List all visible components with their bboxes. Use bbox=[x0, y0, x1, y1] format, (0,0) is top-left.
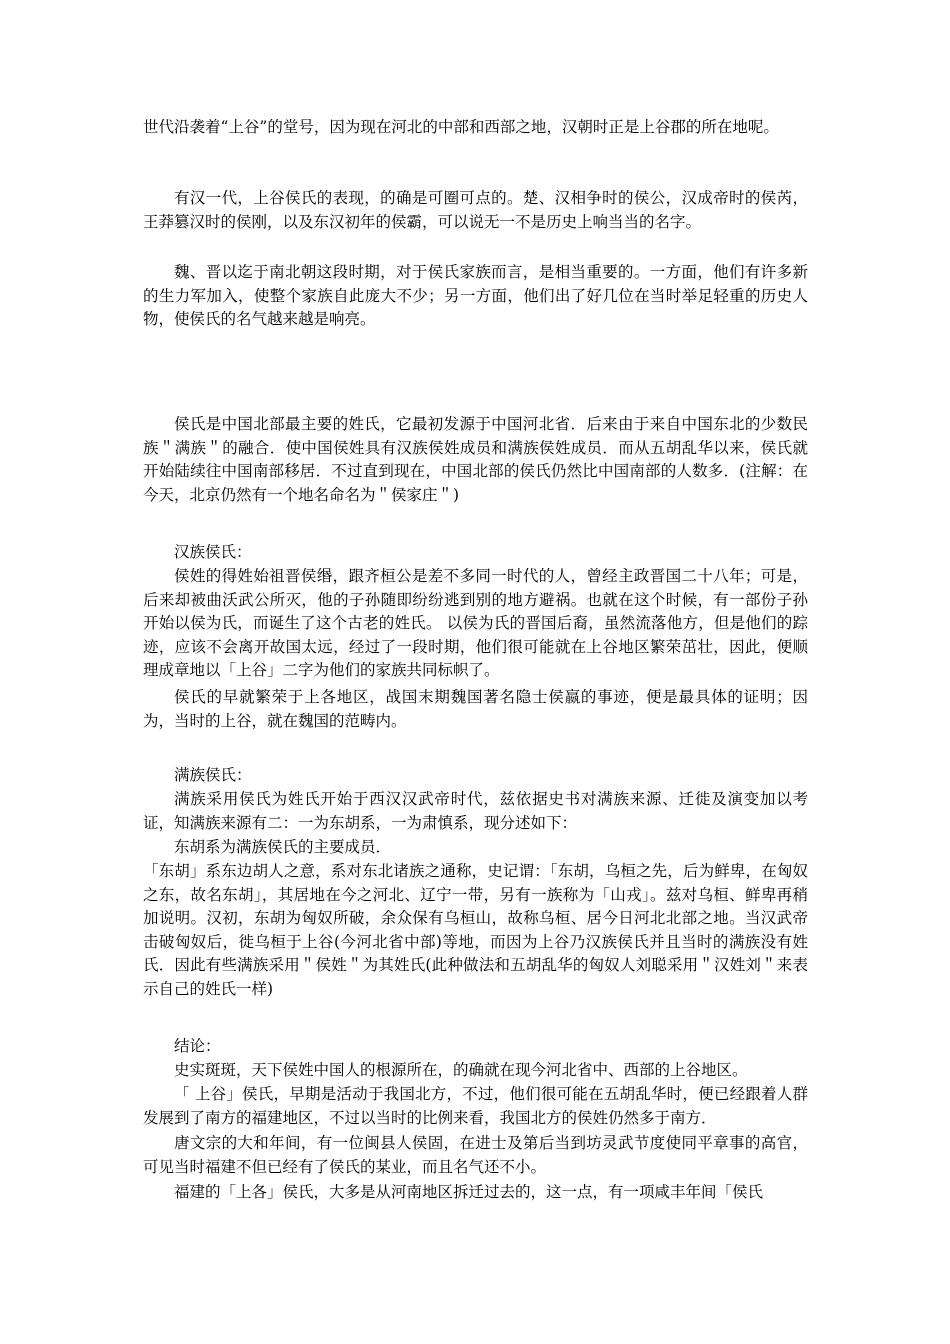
paragraph-shanggu-hall-name: 世代沿袭着“上谷”的堂号，因为现在河北的中部和西部之地，汉朝时正是上谷郡的所在地呢。 bbox=[143, 118, 779, 136]
heading-han-hou: 汉族侯氏： bbox=[174, 543, 252, 561]
paragraph-shanggu-south: 「 上谷」侯氏，早期是活动于我国北方，不过，他们很可能在五胡乱华时，便已经跟着人群发展到了南方的福建地区，不过以当时的比例来看，我国北方的侯姓仍然多于南方． bbox=[143, 1085, 808, 1127]
heading-conclusion: 结论： bbox=[174, 1037, 221, 1055]
paragraph-hou-ying: 侯氏的早就繁荣于上各地区，战国末期魏国著名隐士侯嬴的事迹，便是最具体的证明；因为，当时的上谷，就在魏国的范畴内。 bbox=[143, 688, 808, 730]
paragraph-wei-jin-period: 魏、晋以迄于南北朝这段时期，对于侯氏家族而言，是相当重要的。一方面，他们有许多新的生力军加入，使整个家族自此庞大不少；另一方面，他们出了好几位在当时举足轻重的历史人物，使侯氏的名气越来越是响亮。 bbox=[143, 263, 808, 328]
paragraph-donghu-members: 东胡系为满族侯氏的主要成员． bbox=[174, 838, 392, 856]
paragraph-han-dynasty: 有汉一代，上谷侯氏的表现，的确是可圈可点的。楚、汉相争时的侯公，汉成帝时的侯芮，王莽篡汉时的侯刚，以及东汉初年的侯霸，可以说无一不是历史上响当当的名字。 bbox=[143, 189, 808, 231]
paragraph-conclusion-roots: 史实斑斑，天下侯姓中国人的根源所在，的确就在现今河北省中、西部的上谷地区。 bbox=[174, 1061, 748, 1079]
heading-manchu-hou: 满族侯氏： bbox=[174, 766, 252, 784]
paragraph-manchu-origin: 满族采用侯氏为姓氏开始于西汉汉武帝时代，兹依据史书对满族来源、迁徙及演变加以考证，知满族来源有二：一为东胡系，一为肃慎系，现分述如下： bbox=[143, 790, 808, 832]
paragraph-fujian-hou: 福建的「上各」侯氏，大多是从河南地区拆迁过去的，这一点，有一项咸丰年间「侯氏 bbox=[174, 1183, 764, 1201]
paragraph-tang-hou-gu: 唐文宗的大和年间，有一位闽县人侯固，在进士及第后当到坊灵武节度使同平章事的高官，可见当时福建不但已经有了侯氏的某业，而且名气还不小。 bbox=[143, 1134, 808, 1176]
paragraph-donghu-detail: 「东胡」系东边胡人之意，系对东北诸族之通称，史记谓：「东胡，乌桓之先，后为鲜卑，在匈奴之东，故名东胡」，其居地在今之河北、辽宁一带，另有一族称为「山戎」。兹对乌桓、鲜卑再稍加说明。汉初，东胡为匈奴所破，余众保有乌桓山，故称乌桓、居今日河北北部之地。当汉武帝击破匈奴后，徙乌桓于上谷(今河北省中部)等地，而因为上谷乃汉族侯氏并且当时的满族没有姓氏．因此有些满族采用＂侯姓＂为其姓氏(此种做法和五胡乱华的匈奴人刘聪采用＂汉姓刘＂来表示自己的姓氏一样) bbox=[143, 862, 808, 998]
paragraph-hou-origin-overview: 侯氏是中国北部最主要的姓氏，它最初发源于中国河北省．后来由于来自中国东北的少数民族＂满族＂的融合．使中国侯姓具有汉族侯姓成员和满族侯姓成员．而从五胡乱华以来，侯氏就开始陆续往中国南部移居．不过直到现在，中国北部的侯氏仍然比中国南部的人数多．(注解：在今天，北京仍然有一个地名命名为＂侯家庄＂) bbox=[143, 415, 808, 504]
paragraph-jin-hou-min: 侯姓的得姓始祖晋侯缗，跟齐桓公是差不多同一时代的人，曾经主政晋国二十八年；可是，后来却被曲沃武公所灭，他的子孙随即纷纷逃到别的地方避祸。也就在这个时候，有一部份子孙开始以侯为氏，而诞生了这个古老的姓氏。 以侯为氏的晋国后裔，虽然流落他方，但是他们的踪迹，应该不会离开故国太远，经过了一段时期，他们很可能就在上谷地区繁荣茁壮，因此，便顺理成章地以「上谷」二字为他们的家族共同标帜了。 bbox=[143, 567, 808, 679]
